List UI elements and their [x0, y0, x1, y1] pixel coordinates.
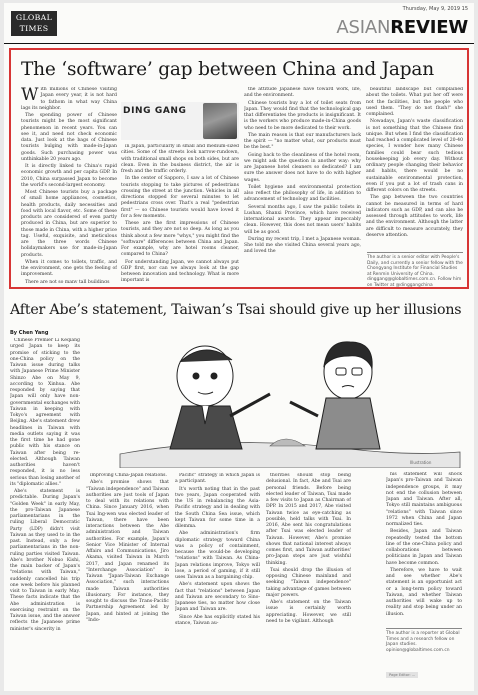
story2-paragraph: Abe's statement is predictable. During Japan's "Golden Week" in early May, the pro-Taiwan Japanese parliamentarians in the ruling Liberal Democratic Party (LDP) didn't visit Taiwan as they used to in the past. Instead, only a few parliamentarians in the non-ruling parties visited Taiwan. Abe's brother Nobuo Kishi, the main backer of Japan's "relations with Taiwan," suddenly cancelled his trip one week before his planned visit to Taiwan in early May. These facts indicate that the Abe administration is exercising restraint on the Taiwan issue, and the answer reflects the Japanese prime minister's sincerity in — [10, 489, 80, 632]
section-title-b: REVIEW — [390, 17, 468, 38]
story2-paragraph: Abe's statement upon shows the fact that "relations" between Japan and Taiwan are secondary to Sino-Japanese ties, no matter how close Japan and Taiwan are. — [175, 582, 260, 613]
section-title-a: ASIAN — [336, 17, 391, 38]
drop-cap: W — [21, 87, 39, 105]
story1-paragraph: Going back to the cleanliness of the hotel room, we might ask the question in another way: why are Japanese hotel cleaners so dedicated? I am sure the answer does not have to do with higher wages. — [244, 152, 361, 183]
story2-paragraph: Abe's statement on the Taiwan issue is certainly worth appreciating. However, we still need to be vigilant. Although — [266, 600, 351, 624]
story1-paragraph: There are not so many tall buildings — [25, 279, 110, 283]
story1-column-1 — [21, 87, 117, 283]
story1-paragraph: Chinese tourists buy a lot of toilet seats from Japan. They would find that the technological gap that differentiates the products is insignificant. It is the workers who produce made-in-China goods who need to be more dedicated to their work. — [244, 100, 361, 131]
story2-paragraph: Abe administration's firm diplomatic strategy toward China was a policy of containment, because the would-be developing "relations" with Taiwan. As China-Japan relations improve, Tokyo will lose, a period of gaming, if it still uses Taiwan as a bargaining chip. — [175, 531, 260, 580]
story1-paragraph: During my recent trip, I met a Japanese woman. She told me she visited China several years ago, and loved the — [244, 236, 361, 255]
svg-text:Illustration: Illustration — [410, 460, 432, 465]
story1-paragraph: For understanding Japan, we cannot always put GDP first, nor can we always look at the gap between innovation and technology. What is more important is — [121, 259, 239, 283]
story1-paragraph: Most Chinese tourists buy a package of small home appliances, cosmetics, health products, daily necessities and food with local flavor, etc. Some of these products are considered of even partly produced in China, but are superior to those made in China, with a higher price tag. Useful, exquisite, and meticulous are the three words Chinese holidaymakers use for made-in-Japan products. — [21, 190, 117, 258]
story2-paragraph: Besides, Japan and Taiwan repeatedly tested the bottom line of the one-China policy and collaborations between politicians in Japan and Taiwan have become common. — [386, 529, 462, 566]
global-times-logo — [11, 11, 57, 36]
story1-paragraph: It is directly linked to China's rapid economic growth and per capita GDP. In 2010, China surpassed Japan to become the world's second-largest economy. — [21, 164, 117, 188]
story2-paragraph: It's worth noting that in the past two years, Japan cooperated with the US in rebalancing the Asia-Pacific strategy and in dealing with the South China Sea issue, which kept Taiwan for some time in a dilemma. — [175, 486, 260, 529]
story2-paragraph: Therefore, we have to wait and see whether Abe's statement is an opportunist act or a long-term policy toward Taiwan, and whether Taiwan authorities will wake up to reality and stop being under an illusion. — [386, 567, 462, 617]
story2-paragraph: Since Abe has explicitly stated his stance, Taiwan au- — [175, 614, 260, 626]
story-software-gap — [9, 48, 469, 289]
story1-author-name: DING GANG — [123, 106, 187, 116]
story1-column-2 — [121, 144, 239, 283]
story1-paragraph: The main reason is that our manufacturers lack the spirit — "no matter what, our products must be the best." — [244, 132, 361, 151]
story1-paragraph: When it comes to toilets, traffic, and the environment, one gets the feeling of improvement. — [21, 259, 117, 278]
story1-paragraph: The spending power of Chinese tourists might be the most significant phenomenon in recent years. You can see it, and need not check economic data. Just look at the bags of Chinese tourists bulging with made-in-Japan goods. Such purchasing power was unthinkable 20 years ago. — [21, 113, 117, 162]
story1-paragraph: Toilet hygiene and environmental protection also reflect the philosophy of life, in addition to advancement of technology and facilities. — [244, 184, 361, 203]
author-bio: The author is a senior editor with People's Daily, and currently a senior fellow with the Chongyang Institute for Financial Studies at Renmin University of China. dinggang@globaltimes.com.cn. Follow him on Twitter at @dinggangchina — [367, 252, 463, 289]
story2-column-3 — [175, 473, 260, 683]
cartoon-illustration — [110, 324, 468, 468]
story2-paragraph: Tsai should drop the illusion of opposing Chinese mainland and seeking "Taiwan independence" taking advantage of games between major powers. — [266, 567, 351, 598]
story2-column-2 — [86, 473, 169, 683]
story1-headline: The ‘software’ gap between China and Japan — [21, 59, 434, 80]
newspaper-page — [4, 3, 474, 691]
story1-paragraph: the attitude Japanese have toward work, life, and the environment. — [244, 87, 361, 99]
story1-paragraph: Several months ago, I saw the public toilets in Lushan, Shanxi Province, which have received international awards. They appear impeccably clean. However, this does not mean users' habits will be as good. — [244, 204, 361, 235]
story2-paragraph: Chinese Premier Li Keqiang urged Japan to keep its promise of sticking to the one-China policy on the Taiwan issue during talks with Japanese Prime Minister Shinzo Abe on May 9, according to Xinhua. Abe responded by saying that Japan will only have non-governmental exchanges with Taiwan in keeping with Tokyo's agreement with Beijing. Abe's statement drew headlines in Taiwan with media outlets saying it was the first time he had gone public with his stance on Taiwan after being re-elected. Although Taiwan authorities haven't responded, it is no less serious than losing another of its "diplomatic allies." — [10, 338, 80, 487]
section-title — [336, 18, 468, 38]
masthead — [4, 3, 474, 44]
story2-author-bio: The author is a reporter at Global Times and a research fellow on Japan studies. opinion@globaltimes.com.cn — [386, 628, 462, 653]
story2-paragraph: improving China-Japan relations. — [90, 473, 168, 478]
page-editor-tag: Page Editor: ... — [386, 672, 418, 678]
story1-paragraph: in Japan, particularly in small and medium-sized cities. Some of the streets look narrow-rundown, with traditional small shops on both sides, but are clean. Even in the business district, the air is fresh and the traffic orderly. — [121, 144, 239, 174]
story1-paragraph: beautiful landscape but complained about the toilets. What put her off were not the facilities, but the people who used them. "They do not flush!" she complained. — [366, 87, 463, 117]
story2-column-1 — [10, 338, 80, 683]
story1-paragraph: In the center of Sapporo, I saw a lot of Chinese tourists stopping to take pictures of pedestrians crossing the street at the junction. Vehicles in all directions stopped for several minutes to let pedestrians cross over. That's a real "pedestrian first" — so Chinese tourists would have loved it for a few moments. — [121, 176, 239, 219]
story2-paragraph: Pacific" strategy in which Japan is a participant. — [175, 473, 260, 485]
author-photo — [203, 103, 237, 139]
story2-column-4 — [266, 473, 351, 683]
story2-paragraph: thorities should stop being delusional. In fact, Abe and Tsai are personal friends. Before being elected leader of Taiwan, Tsai made a few visits to Japan as Chairman of DPP. In 2015 and 2017, Abe visited Taiwan twice as eye-catching as possible, held talks with Tsai. In 2016, Abe sent his congratulations after Tsai was elected leader of Taiwan. However, Abe's promise shows that national interest always comes first, and Taiwan authorities' pro-Japan steps are just wishful thinking. — [266, 473, 351, 566]
logo-line-2: TIMES — [19, 24, 49, 33]
logo-line-1: GLOBAL — [15, 13, 53, 22]
story2-byline: By Chen Yang — [10, 330, 49, 336]
story1-paragraph: These are the first impressions of Chinese tourists, and they are not so deep. As long as you think about a few more "whys," you might find the "software" differences between China and Japan. For example, why are hotel rooms cleaner, compared to China? — [121, 221, 239, 258]
story1-column-4 — [366, 87, 463, 248]
story1-paragraph: With millions of Chinese visiting Japan every year, it is not hard to fathom in what way China lags its neighbor. — [21, 87, 117, 111]
dateline: Thursday, May 9, 2019 15 — [402, 6, 468, 12]
story2-paragraph: his statement will shock Japan's pro-Taiwan and Taiwan independence groups, it may not end the collusion between Japan and Taiwan. After all, Tokyo still maintains ambiguous "relations" with Taiwan since 1972 when China and Japan normalized ties. — [386, 472, 462, 527]
story2-column-5 — [386, 472, 462, 624]
story1-paragraph: The gap between the two countries cannot be measured in terms of hard indicators such as GDP, and can also be assessed through attitudes to work, life and the environment. Although the latter are difficult to measure accurately, they deserve attention. — [366, 195, 463, 238]
story1-paragraph: Nowadays, Japan's waste classification is not something that the Chinese find unique. But when I find the classification had reached a complicated level of 20-40 species, I wonder how many Chinese families could bear such tedious housekeeping job every day. Without ordinary people changing their behavior and habits, there would be no sustainable environmental protection, even if you put a lot of trash cans in different colors on the streets. — [366, 119, 463, 193]
story2-paragraph: Abe's promise shows that "Taiwan independence" and Taiwan authorities are just tools of Japan to deal with its relations with China. Since January 2016, when Tsai Ing-wen was elected leader of Taiwan, there have been interactions between the Abe administration and Taiwan authorities. For example, Japan's Senior Vice Minister of Internal Affairs and Communications, Jiro Akama, visited Taiwan in March 2017, and Japan renamed its "Interchange Association" in Taiwan "Japan-Taiwan Exchange Association," such interactions made Taiwan authorities illusionary. For instance, they sought to discuss the Trans-Pacific Partnership Agreement led by Japan, and hinted at joining the "Indo- — [86, 480, 169, 623]
story2-headline: After Abe’s statement, Taiwan’s Tsai should give up her illusions — [10, 302, 462, 318]
story1-byline-box — [121, 102, 239, 140]
story1-column-3 — [244, 87, 361, 283]
